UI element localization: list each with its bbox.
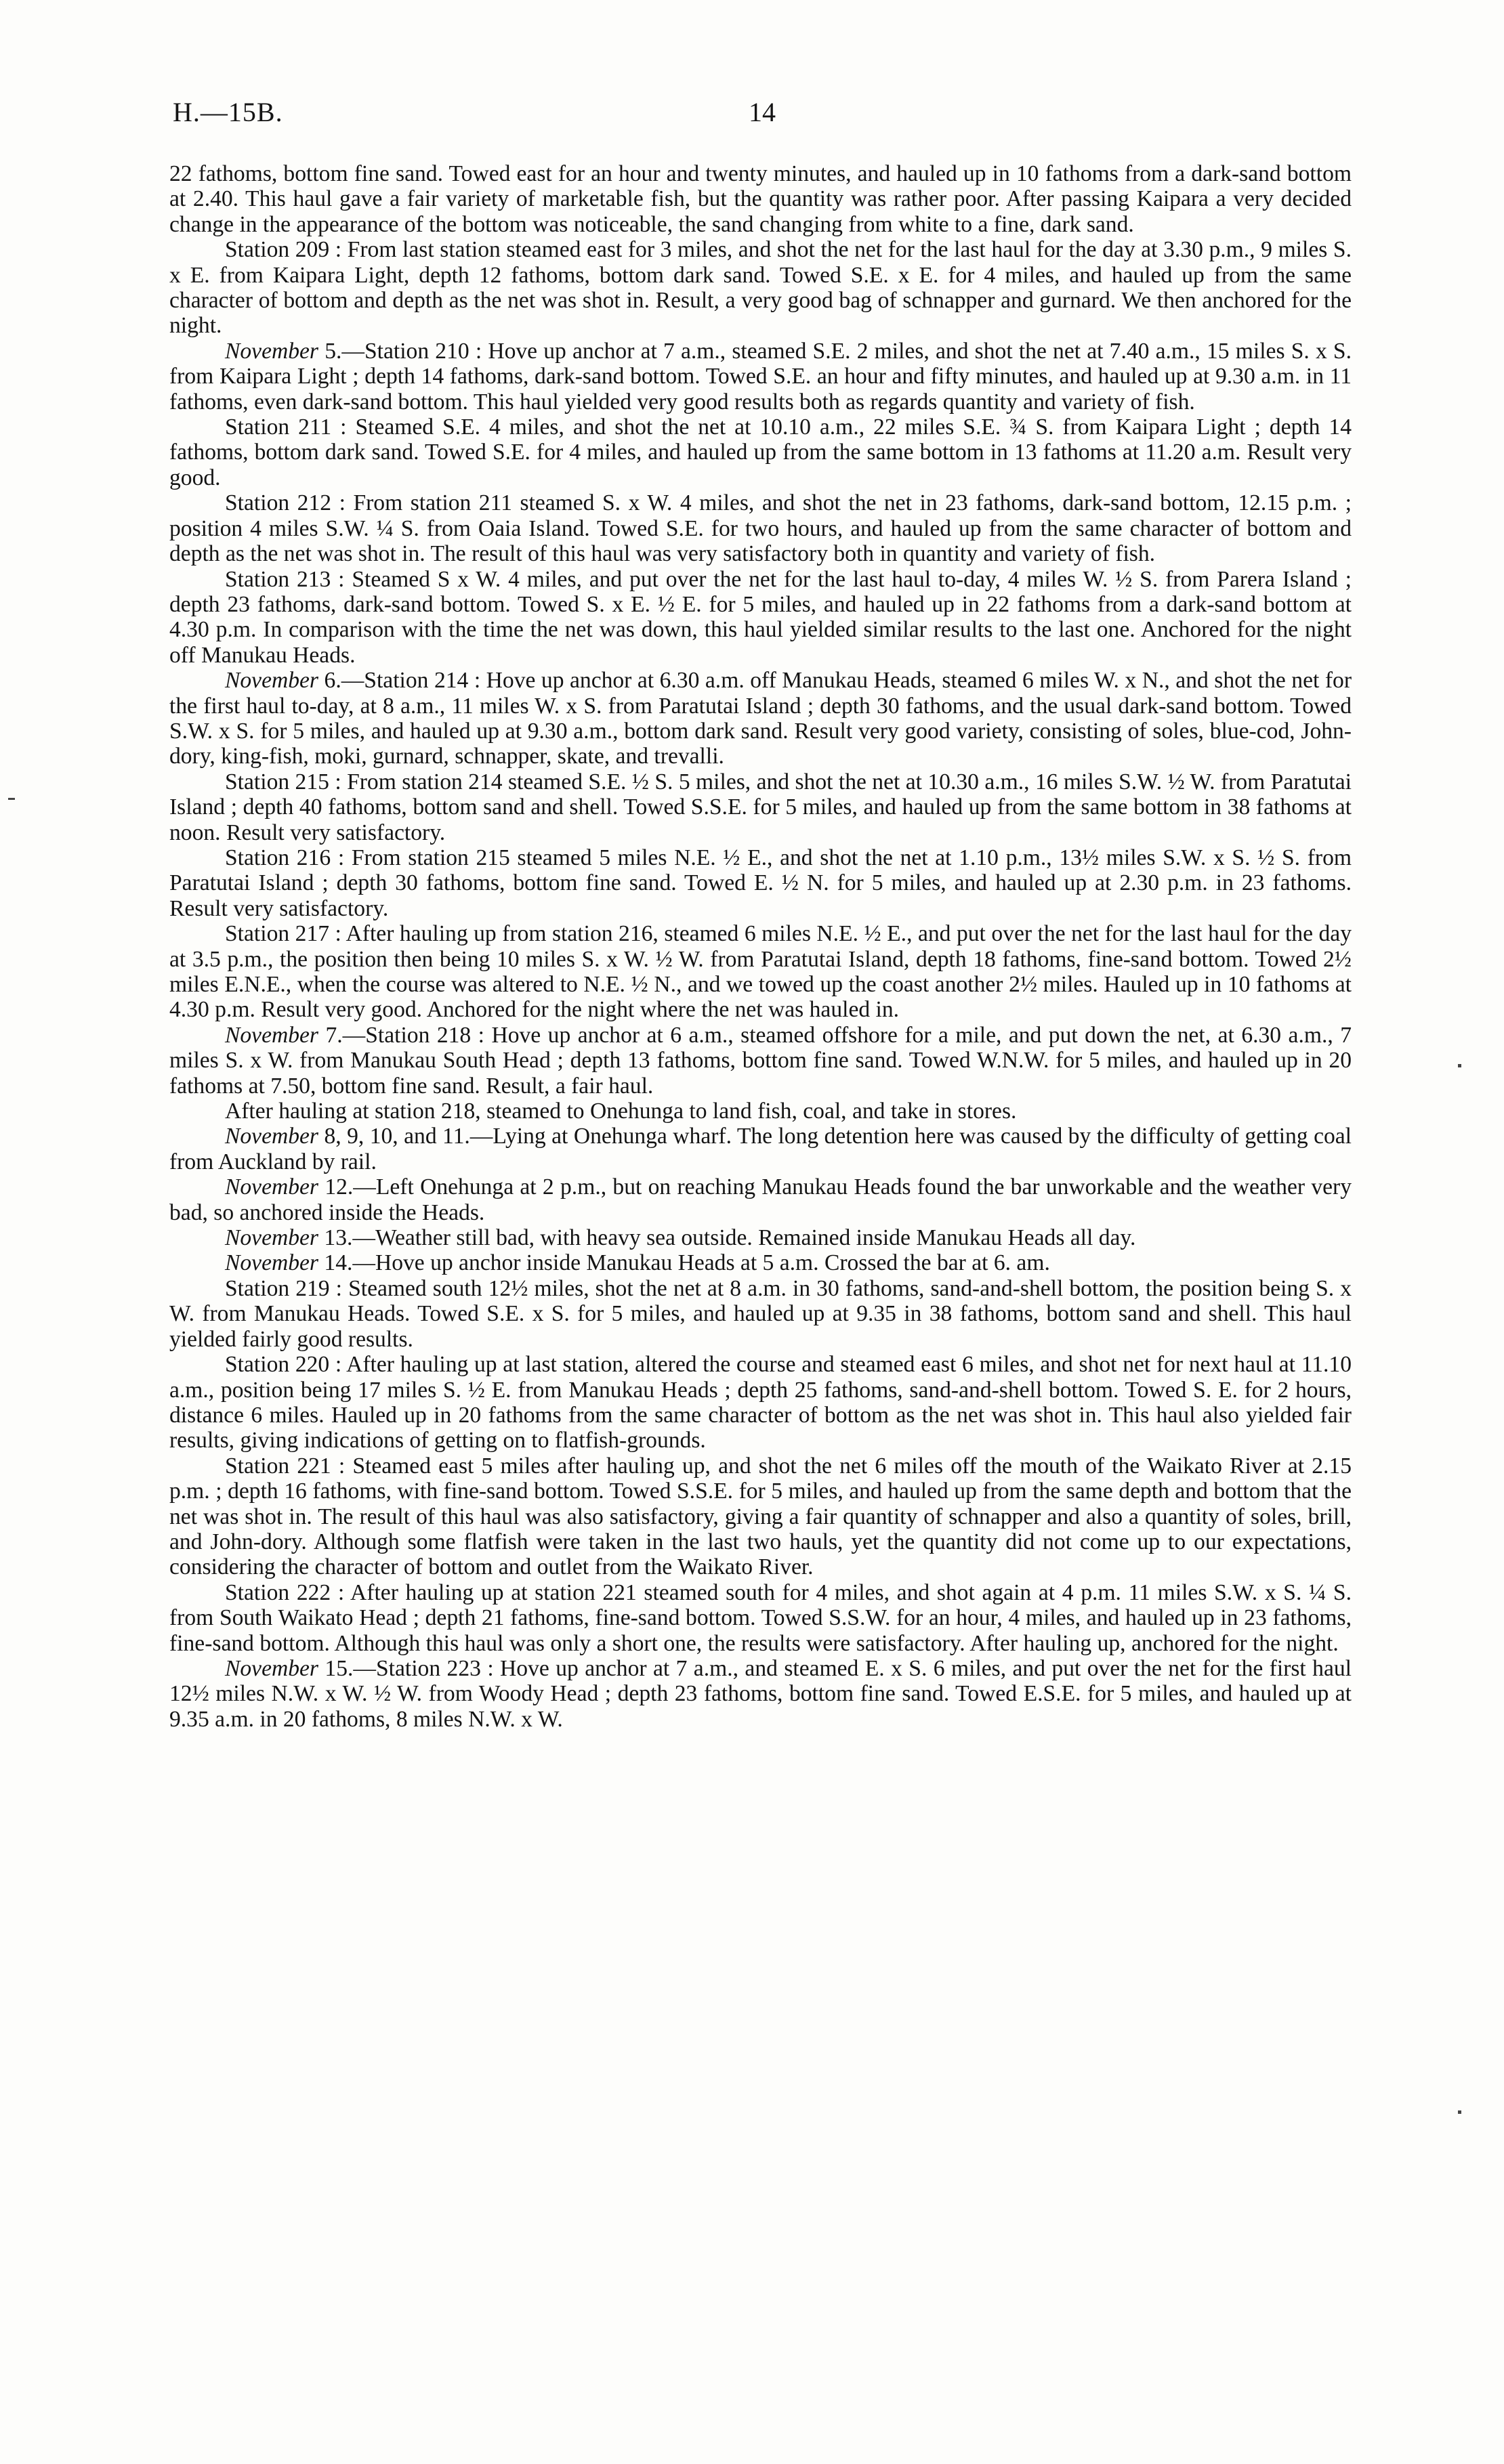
paragraph-text: Station 222 : After hauling up at station 221 steamed south for 4 miles, and shot again at 4 p.m. 11 miles S.W. x S. ¼ S. from South Waikato Head ; depth 21 fathoms, fine-sand bottom. Towed S.S.W. for an hour, 4 miles, and hauled up in 23 fathoms, fine-sand bottom. Although this haul was only a short one, the results were satisfactory. After hauling up, anchored for the night. [169,1579,1352,1656]
continued-paragraph [169,161,1352,237]
paragraph-text: 12.—Left Onehunga at 2 p.m., but on reaching Manukau Heads found the bar unworkable and the weather very bad, so anchored inside the Heads. [169,1174,1352,1225]
paragraph [169,415,1352,490]
paragraph [169,1225,1352,1250]
paragraph-text: Station 217 : After hauling up from station 216, steamed 6 miles N.E. ½ E., and put over the net for the last haul for the day at 3.5 p.m., the position then being 10 miles S. x W. ½ W. from Paratutai Island, depth 18 fathoms, fine-sand bottom. Towed 2½ miles E.N.E., when the course was altered to N.E. ½ N., and we towed up the coast another 2½ miles. Hauled up in 10 fathoms at 4.30 p.m. Result very good. Anchored for the night where the net was hauled in. [169,921,1352,1023]
paragraph [169,1124,1352,1174]
date-label: November [225,668,319,694]
paragraph-text: 7.—Station 218 : Hove up anchor at 6 a.m., steamed offshore for a mile, and put down the net, at 6.30 a.m., 7 miles S. x W. from Manukau South Head ; depth 13 fathoms, bottom fine sand. Towed W.N.W. for 5 miles, and hauled up in 20 fathoms at 7.50, bottom fine sand. Result, a fair haul. [169,1022,1352,1099]
date-label: November [225,1124,319,1149]
paragraph-text: Station 216 : From station 215 steamed 5 miles N.E. ½ E., and shot the net at 1.10 p.m., 13½ miles S.W. x S. ½ S. from Paratutai Island ; depth 30 fathoms, bottom fine sand. Towed E. ½ N. for 5 miles, and hauled up at 2.30 p.m. in 23 fathoms. Result very satisfactory. [169,845,1352,921]
page-number: 14 [749,97,776,127]
paragraph [169,490,1352,566]
paragraph [169,1250,1352,1275]
date-label: November [225,1250,319,1276]
paragraph [169,1453,1352,1580]
paragraph-text: 8, 9, 10, and 11.—Lying at Onehunga wharf. The long detention here was caused by the difficulty of getting coal from Auckland by rail. [169,1124,1352,1174]
paragraph [169,1174,1352,1225]
paragraph-text: After hauling at station 218, steamed to Onehunga to land fish, coal, and take in stores. [225,1099,1017,1124]
paragraph-text: 22 fathoms, bottom fine sand. Towed east for an hour and twenty minutes, and hauled up in 10 fathoms from a dark-sand bottom at 2.40. This haul gave a fair variety of marketable fish, but the quantity was rather poor. After passing Kaipara a very decided change in the appearance of the bottom was noticeable, the sand changing from white to a fine, dark sand. [169,161,1352,237]
paragraph-text: Station 221 : Steamed east 5 miles after hauling up, and shot the net 6 miles off the mouth of the Waikato River at 2.15 p.m. ; depth 16 fathoms, with fine-sand bottom. Towed S.S.E. for 5 miles, and hauled up from the same depth and bottom that the net was shot in. The result of this haul was also satisfactory, giving a fair quantity of schnapper and also a quantity of soles, brill, and John-dory. Although some flatfish were taken in the last two hauls, yet the quantity did not come up to our expectations, considering the character of bottom and outlet from the Waikato River. [169,1453,1352,1580]
paragraph-text: Station 213 : Steamed S x W. 4 miles, and put over the net for the last haul to-day, 4 miles W. ½ S. from Parera Island ; depth 23 fathoms, dark-sand bottom. Towed S. x E. ½ E. for 5 miles, and hauled up in 22 fathoms from a dark-sand bottom at 4.30 p.m. In comparison with the time the net was down, this haul yielded similar results to the last one. Anchored for the night off Manukau Heads. [169,566,1352,668]
paragraph [169,339,1352,415]
paragraph [169,845,1352,921]
paragraph-text: 15.—Station 223 : Hove up anchor at 7 a.m., and steamed E. x S. 6 miles, and put over the net for the first haul 12½ miles N.W. x W. ½ W. from Woody Head ; depth 23 fathoms, bottom fine sand. Towed E.S.E. for 5 miles, and hauled up at 9.35 a.m. in 20 fathoms, 8 miles N.W. x W. [169,1655,1352,1732]
paragraph [169,237,1352,339]
paragraph-text: Station 220 : After hauling up at last station, altered the course and steamed east 6 miles, and shot net for next haul at 11.10 a.m., position being 17 miles S. ½ E. from Manukau Heads ; depth 25 fathoms, sand-and-shell bottom. Towed S. E. for 2 hours, distance 6 miles. Hauled up in 20 fathoms from the same character of bottom as the net was shot in. This haul also yielded fair results, giving indications of getting on to flatfish-grounds. [169,1352,1352,1453]
paragraph-text: Station 219 : Steamed south 12½ miles, shot the net at 8 a.m. in 30 fathoms, sand-and-shell bottom, the position being S. x W. from Manukau Heads. Towed S.E. x S. for 5 miles, and hauled up at 9.35 in 38 fathoms, bottom sand and shell. This haul yielded fairly good results. [169,1275,1352,1352]
paragraph [169,1352,1352,1453]
paragraph-text: 13.—Weather still bad, with heavy sea outside. Remained inside Manukau Heads all day. [318,1225,1136,1251]
paragraph [169,1276,1352,1352]
paragraph-text: Station 211 : Steamed S.E. 4 miles, and shot the net at 10.10 a.m., 22 miles S.E. ¾ S. from Kaipara Light ; depth 14 fathoms, bottom dark sand. Towed S.E. for 4 miles, and hauled up from the same bottom in 13 fathoms at 11.20 a.m. Result very good. [169,415,1352,490]
paragraph-text: 14.—Hove up anchor inside Manukau Heads at 5 a.m. Crossed the bar at 6. am. [318,1250,1050,1276]
page-header [173,96,1352,137]
paragraph-text: Station 209 : From last station steamed east for 3 miles, and shot the net for the last haul for the day at 3.30 p.m., 9 miles S. x E. from Kaipara Light, depth 12 fathoms, bottom dark sand. Towed S.E. x E. for 4 miles, and hauled up from the same character of bottom and depth as the net was shot in. Result, a very good bag of schnapper and gurnard. We then anchored for the night. [169,237,1352,339]
paragraph [169,1580,1352,1656]
paragraph [169,921,1352,1023]
paragraph [169,567,1352,668]
margin-mark [1458,2110,1461,2114]
date-label: November [225,1022,319,1048]
date-label: November [225,1174,319,1200]
margin-mark [1458,1064,1461,1067]
paragraph-text: 5.—Station 210 : Hove up anchor at 7 a.m., steamed S.E. 2 miles, and shot the net at 7.40 a.m., 15 miles S. x S. from Kaipara Light ; depth 14 fathoms, dark-sand bottom. Towed S.E. an hour and fifty minutes, and hauled up at 9.30 a.m. in 11 fathoms, even dark-sand bottom. This haul yielded very good results both as regards quantity and variety of fish. [169,338,1352,415]
paragraph [169,1656,1352,1732]
paragraph [169,769,1352,845]
body-text [169,161,1352,1732]
paragraph-text: Station 212 : From station 211 steamed S. x W. 4 miles, and shot the net in 23 fathoms, dark-sand bottom, 12.15 p.m. ; position 4 miles S.W. ¼ S. from Oaia Island. Towed S.E. for two hours, and hauled up from the same character of bottom and depth as the net was shot in. The result of this haul was very satisfactory both in quantity and variety of fish. [169,490,1352,567]
paragraph-text: 6.—Station 214 : Hove up anchor at 6.30 a.m. off Manukau Heads, steamed 6 miles W. x N., and shot the net for the first haul to-day, at 8 a.m., 11 miles W. x S. from Paratutai Island ; depth 30 fathoms, and the usual dark-sand bottom. Towed S.W. x S. for 5 miles, and hauled up at 9.30 a.m., bottom dark sand. Result very good variety, consisting of soles, blue-cod, John-dory, king-fish, moki, gurnard, schnapper, skate, and trevalli. [169,668,1352,769]
paragraph [169,1023,1352,1099]
date-label: November [225,1655,319,1681]
document-reference: H.—15B. [173,97,283,127]
paragraph-text: Station 215 : From station 214 steamed S.E. ½ S. 5 miles, and shot the net at 10.30 a.m., 16 miles S.W. ½ W. from Paratutai Island ; depth 40 fathoms, bottom sand and shell. Towed S.S.E. for 5 miles, and hauled up from the same bottom in 38 fathoms at noon. Result very satisfactory. [169,769,1352,845]
paragraph [169,1099,1352,1124]
date-label: November [225,1225,319,1251]
date-label: November [225,338,319,364]
paragraph [169,668,1352,769]
margin-mark [8,798,15,800]
